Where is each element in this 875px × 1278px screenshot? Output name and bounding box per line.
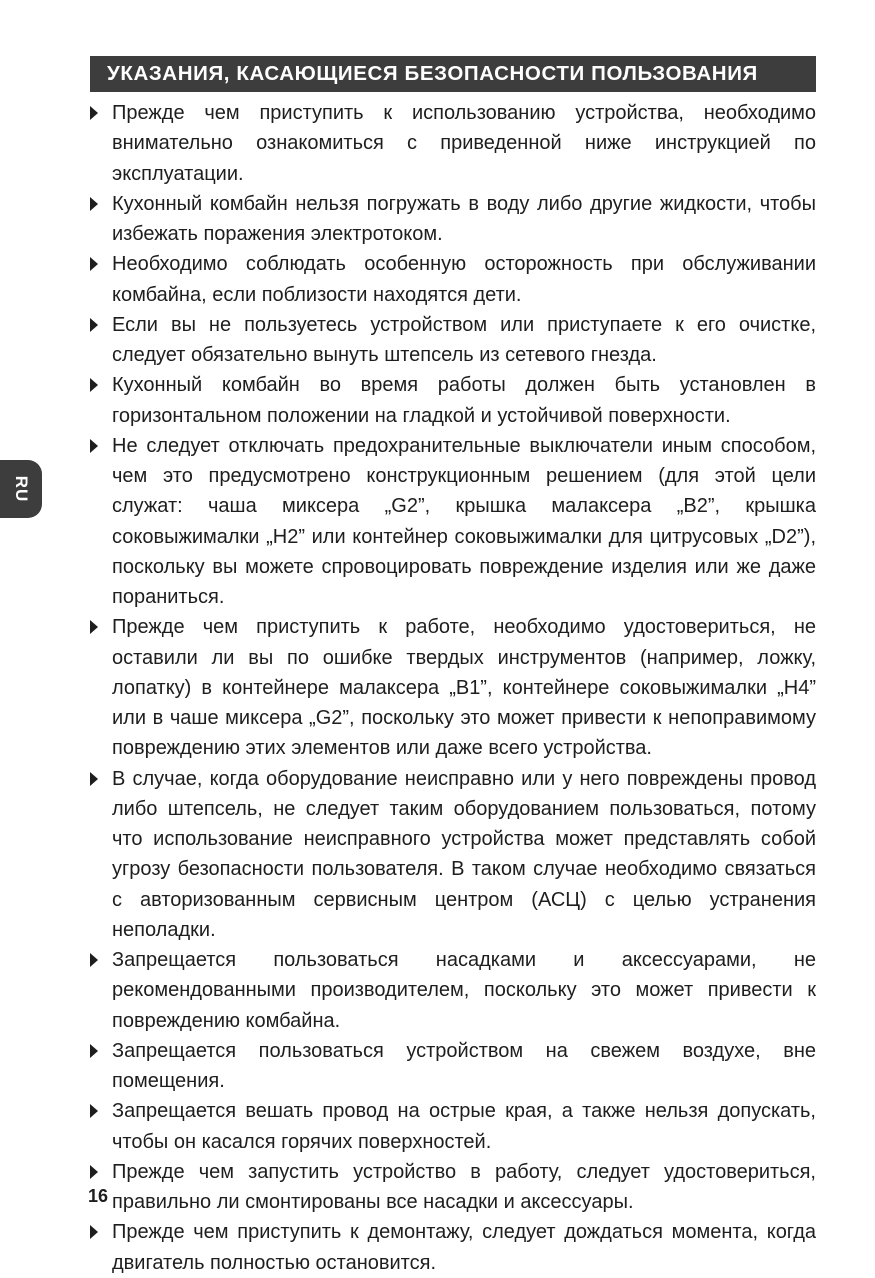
right-triangle-bullet-icon xyxy=(90,1225,98,1239)
list-item-text: Кухонный комбайн нельзя погружать в воду либо другие жидкости, чтобы избежать поражения электротоком. xyxy=(112,192,816,245)
right-triangle-bullet-icon xyxy=(90,1165,98,1179)
list-item xyxy=(88,1157,816,1218)
right-triangle-bullet-icon xyxy=(90,378,98,392)
section-header xyxy=(90,56,816,92)
list-item-text: Необходимо соблюдать особенную осторожность при обслуживании комбайна, если поблизости находятся дети. xyxy=(112,253,816,306)
right-triangle-bullet-icon xyxy=(90,953,98,967)
section-title: УКАЗАНИЯ, КАСАЮЩИЕСЯ БЕЗОПАСНОСТИ ПОЛЬЗОВАНИЯ xyxy=(107,62,758,85)
list-item-text: Запрещается пользоваться устройством на свежем воздухе, вне помещения. xyxy=(112,1039,816,1092)
list-item-text: Прежде чем приступить к демонтажу, следует дождаться момента, когда двигатель полностью остановится. xyxy=(112,1221,816,1274)
list-item-text: Если вы не пользуетесь устройством или приступаете к его очистке, следует обязательно вынуть штепсель из сетевого гнезда. xyxy=(112,313,816,366)
language-tab xyxy=(0,460,42,518)
right-triangle-bullet-icon xyxy=(90,1044,98,1058)
list-item xyxy=(88,370,816,431)
list-item xyxy=(88,612,816,763)
list-item-text: Запрещается вешать провод на острые края, а также нельзя допускать, чтобы он касался горячих поверхностей. xyxy=(112,1100,816,1153)
right-triangle-bullet-icon xyxy=(90,1104,98,1118)
list-item xyxy=(88,249,816,310)
right-triangle-bullet-icon xyxy=(90,197,98,211)
list-item xyxy=(88,1096,816,1157)
list-item xyxy=(88,1217,816,1278)
list-item-text: Не следует отключать предохранительные выключатели иным способом, чем это предусмотрено конструкционным решением (для этой цели служат: чаша миксера „G2”, крышка малаксера „B2”, крышка соковыжималки „H2” или контейнер соковыжималки для цитрусовых „D2”), поскольку вы можете спровоцировать повреждение изделия или же даже пораниться. xyxy=(112,434,816,608)
right-triangle-bullet-icon xyxy=(90,318,98,332)
list-item xyxy=(88,764,816,946)
right-triangle-bullet-icon xyxy=(90,439,98,453)
list-item xyxy=(88,310,816,371)
right-triangle-bullet-icon xyxy=(90,106,98,120)
list-item-text: Запрещается пользоваться насадками и аксессуарами, не рекомендованными производителем, поскольку это может привести к повреждению комбайна. xyxy=(112,949,816,1032)
list-item-text: Прежде чем запустить устройство в работу, следует удостовериться, правильно ли смонтированы все насадки и аксессуары. xyxy=(112,1160,816,1213)
list-item-text: Прежде чем приступить к использованию устройства, необходимо внимательно ознакомиться с приведенной ниже инструкцией по эксплуатации. xyxy=(112,102,816,185)
list-item-text: Прежде чем приступить к работе, необходимо удостовериться, не оставили ли вы по ошибке твердых инструментов (например, ложку, лопатку) в контейнере малаксера „B1”, контейнере соковыжималки „H4” или в чаше миксера „G2”, поскольку это может привести к непоправимому повреждению этих элементов или даже всего устройства. xyxy=(112,616,816,760)
list-item-text: В случае, когда оборудование неисправно или у него повреждены провод либо штепсель, не следует таким оборудованием пользоваться, потому что использование неисправного устройства может представлять собой угрозу безопасности пользователя. В таком случае необходимо связаться с авторизованным сервисным центром (АСЦ) с целью устранения неполадки. xyxy=(112,767,816,941)
right-triangle-bullet-icon xyxy=(90,620,98,634)
list-item-text: Кухонный комбайн во время работы должен быть установлен в горизонтальном положении на гладкой и устойчивой поверхности. xyxy=(112,374,816,427)
list-item xyxy=(88,98,816,189)
list-item xyxy=(88,1036,816,1097)
right-triangle-bullet-icon xyxy=(90,257,98,271)
right-triangle-bullet-icon xyxy=(90,772,98,786)
language-tab-label: RU xyxy=(12,475,31,503)
page-number: 16 xyxy=(88,1186,109,1206)
safety-instructions-list xyxy=(88,98,816,1278)
list-item xyxy=(88,945,816,1036)
list-item xyxy=(88,431,816,613)
list-item xyxy=(88,189,816,250)
